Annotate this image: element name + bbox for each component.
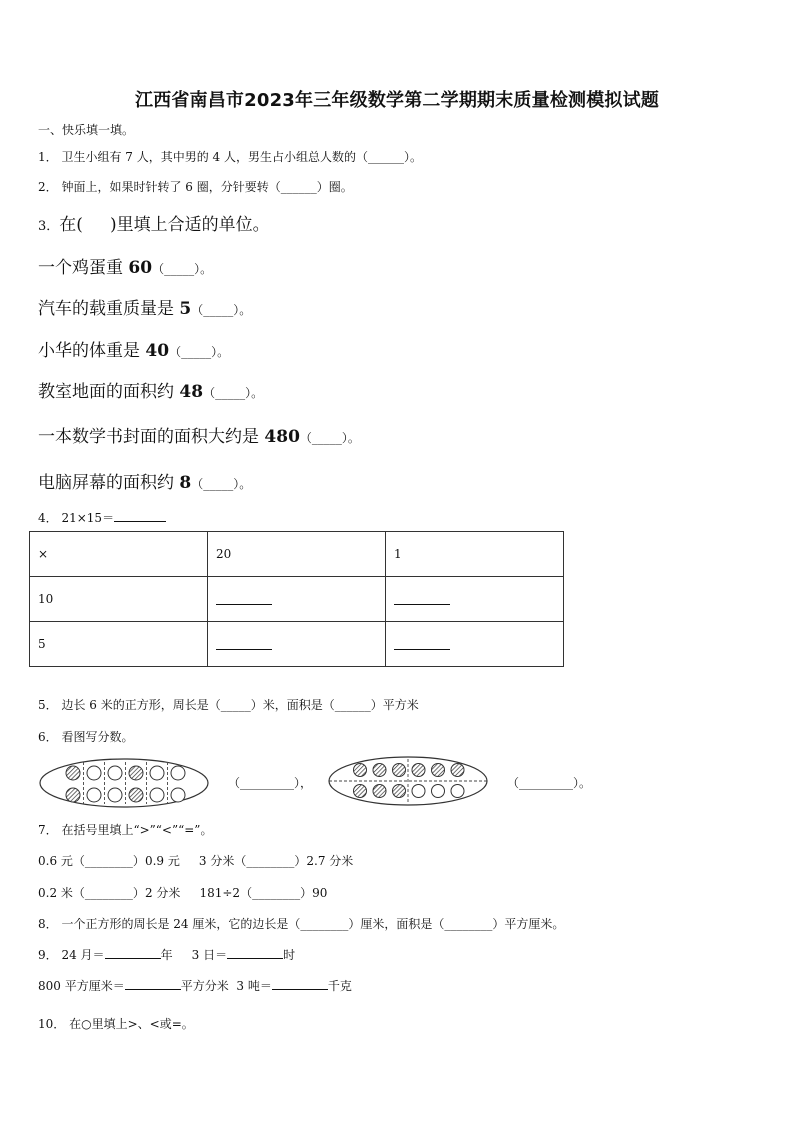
table-row: [30, 577, 564, 622]
q6-ans1-close: ），: [294, 776, 313, 790]
q8-text-b: ）厘米，面积是（: [348, 917, 445, 931]
q6-answer-1: [228, 774, 312, 791]
q7-row-1: [38, 852, 353, 869]
q7-close: ）: [300, 886, 313, 900]
table-cell-answer[interactable]: [208, 622, 386, 667]
q5-text-b: ）米，面积是（: [250, 698, 335, 712]
q5-text-c: ）平方米: [370, 698, 419, 712]
q8-blank-2[interactable]: ________: [444, 917, 493, 931]
q3-item-blank[interactable]: _____: [164, 262, 195, 276]
q3-item-close: ）。: [233, 477, 252, 491]
q7-left: 0.2 米: [38, 886, 73, 900]
shaded-circle: [354, 785, 367, 798]
q1-end: ）。: [404, 150, 423, 164]
shaded-circle: [66, 788, 80, 802]
empty-circle: [87, 788, 101, 802]
q3-item-value: 48: [179, 382, 204, 402]
table-cell: 5: [30, 622, 208, 667]
q7-right: 0.9 元: [144, 854, 180, 868]
q7-number: 7．: [38, 823, 58, 837]
q9-b: 3 日＝: [191, 948, 228, 962]
q7-blank[interactable]: ________: [246, 854, 295, 868]
q7-open: （: [72, 886, 85, 900]
question-9: [38, 946, 295, 963]
q9-c-blank[interactable]: [125, 989, 181, 990]
q7-blank[interactable]: ________: [84, 886, 133, 900]
q3-item-open: （: [152, 262, 165, 276]
q3-intro-a: 在(: [59, 215, 83, 235]
q7-close: ）: [132, 886, 145, 900]
shaded-circle: [66, 766, 80, 780]
q3-intro-gap[interactable]: [83, 215, 110, 235]
q5-number: 5．: [38, 698, 58, 712]
q7-close: ）: [294, 854, 307, 868]
q8-number: 8．: [38, 917, 58, 931]
q6-text: 看图写分数。: [61, 730, 134, 744]
empty-circle: [150, 766, 164, 780]
q2-end: ）圈。: [316, 180, 353, 194]
q9-a: 24 月＝: [61, 948, 105, 962]
q2-answer-blank[interactable]: ______: [280, 180, 317, 194]
q9-a-unit: 年: [160, 948, 173, 962]
q9-d-unit: 千克: [327, 979, 352, 993]
fraction-figure-1: [38, 757, 210, 809]
q3-item: [38, 336, 229, 361]
shaded-circle: [129, 766, 143, 780]
q7-left: 0.6 元: [38, 854, 73, 868]
q7-left: 3 分米: [198, 854, 235, 868]
q7-right: 2 分米: [144, 886, 181, 900]
q3-item: [38, 422, 360, 447]
q8-blank-1[interactable]: ________: [300, 917, 349, 931]
q2-text: 钟面上，如果时针转了 6 圈，分针要转（: [61, 180, 281, 194]
question-3-intro: [38, 210, 270, 235]
empty-circle: [432, 785, 445, 798]
q3-item-text: 一本数学书封面的面积大约是: [38, 427, 259, 447]
table-cell: ×: [30, 532, 208, 577]
shaded-circle: [412, 764, 425, 777]
q3-intro-b: )里填上合适的单位。: [109, 215, 270, 235]
q3-item-open: （: [203, 386, 216, 400]
shaded-circle: [393, 785, 406, 798]
q3-item-text: 教室地面的面积约: [38, 382, 174, 402]
q9-b-blank[interactable]: [227, 958, 283, 959]
question-1: [38, 148, 422, 165]
fraction-figure-2: [327, 755, 489, 807]
q3-item-blank[interactable]: _____: [203, 477, 234, 491]
q3-item-blank[interactable]: _____: [203, 303, 234, 317]
q1-text: 卫生小组有 7 人，其中男的 4 人，男生占小组总人数的（: [61, 150, 368, 164]
q7-open: （: [234, 854, 247, 868]
shaded-circle: [432, 764, 445, 777]
q3-item: [38, 377, 263, 402]
table-cell: 20: [208, 532, 386, 577]
q7-text: 在括号里填上“>”“<”“=”。: [61, 823, 213, 837]
q8-text-a: 一个正方形的周长是 24 厘米，它的边长是（: [61, 917, 301, 931]
table-cell-answer[interactable]: [386, 577, 564, 622]
q3-item-value: 480: [264, 427, 300, 447]
shaded-circle: [451, 764, 464, 777]
empty-circle: [451, 785, 464, 798]
question-5: [38, 696, 419, 713]
q8-text-c: ）平方厘米。: [492, 917, 565, 931]
answer-line[interactable]: [216, 635, 272, 650]
q2-number: 2．: [38, 180, 58, 194]
q9-c: 800 平方厘米＝: [38, 979, 125, 993]
q3-item-blank[interactable]: _____: [181, 345, 212, 359]
q3-number: 3．: [38, 219, 60, 234]
table-row: [30, 622, 564, 667]
q10-text: 在○里填上>、<或=。: [69, 1017, 194, 1031]
q6-answer-2: [507, 774, 591, 791]
q3-item-open: （: [299, 431, 312, 445]
table-cell: 10: [30, 577, 208, 622]
q7-right: 2.7 分米: [306, 854, 354, 868]
q3-item-open: （: [191, 477, 204, 491]
q3-item-value: 5: [179, 299, 192, 319]
q7-blank[interactable]: ________: [84, 854, 133, 868]
q7-open: （: [72, 854, 85, 868]
q5-text-a: 边长 6 米的正方形，周长是（: [61, 698, 221, 712]
empty-circle: [171, 766, 185, 780]
answer-line[interactable]: [394, 635, 450, 650]
shaded-circle: [354, 764, 367, 777]
q7-blank[interactable]: ________: [252, 886, 301, 900]
q1-answer-blank[interactable]: ______: [368, 150, 404, 164]
multiplication-table: [29, 531, 564, 667]
q5-blank-2[interactable]: ______: [334, 698, 371, 712]
q5-blank-1[interactable]: _____: [220, 698, 251, 712]
q7-left: 181÷2: [199, 886, 241, 900]
q3-item-text: 电脑屏幕的面积约: [38, 473, 174, 493]
q3-item-value: 40: [145, 341, 170, 361]
q3-item-open: （: [169, 345, 182, 359]
q3-item-text: 一个鸡蛋重: [38, 258, 123, 278]
table-cell-answer[interactable]: [386, 622, 564, 667]
q3-item-text: 小华的体重是: [38, 341, 140, 361]
q3-item-close: ）。: [194, 262, 213, 276]
q9-d-blank[interactable]: [272, 989, 328, 990]
q10-number: 10．: [38, 1017, 66, 1031]
answer-line[interactable]: [216, 590, 272, 605]
q7-close: ）: [132, 854, 145, 868]
q6-ans1-open: （: [228, 776, 241, 790]
q3-item: [38, 468, 251, 493]
q9-b-unit: 时: [283, 948, 296, 962]
answer-line[interactable]: [394, 590, 450, 605]
q3-item-open: （: [191, 303, 204, 317]
empty-circle: [150, 788, 164, 802]
shaded-circle: [373, 785, 386, 798]
q3-item-close: ）。: [233, 303, 252, 317]
q3-item-close: ）。: [211, 345, 230, 359]
q3-item-value: 60: [128, 258, 153, 278]
empty-circle: [87, 766, 101, 780]
question-6: [38, 728, 133, 745]
question-10: [38, 1015, 194, 1032]
question-7: [38, 821, 212, 838]
table-cell-answer[interactable]: [208, 577, 386, 622]
question-9-row-2: [38, 977, 352, 994]
q9-d: 3 吨＝: [236, 979, 272, 993]
empty-circle: [108, 766, 122, 780]
q6-ans2-close: ）。: [573, 776, 592, 790]
empty-circle: [412, 785, 425, 798]
shaded-circle: [373, 764, 386, 777]
table-row: [30, 532, 564, 577]
q3-item-blank[interactable]: _____: [215, 386, 246, 400]
q3-item: [38, 253, 212, 278]
q3-item-close: ）。: [341, 431, 360, 445]
section-heading: 一、快乐填一填。: [38, 123, 135, 137]
q3-item-blank[interactable]: _____: [311, 431, 342, 445]
question-8: [38, 915, 564, 932]
q4-answer-blank[interactable]: [114, 521, 166, 522]
question-4: [38, 509, 166, 526]
q9-number: 9．: [38, 948, 58, 962]
q6-number: 6．: [38, 730, 58, 744]
shaded-circle: [393, 764, 406, 777]
q4-expression: 21×15＝: [61, 511, 115, 525]
q3-item: [38, 294, 251, 319]
q6-ans1-blank[interactable]: _________: [240, 776, 295, 790]
table-cell: 1: [386, 532, 564, 577]
shaded-circle: [129, 788, 143, 802]
q9-a-blank[interactable]: [105, 958, 161, 959]
q6-ans2-open: （: [507, 776, 520, 790]
q3-item-close: ）。: [245, 386, 264, 400]
q7-row-2: [38, 884, 327, 901]
q3-item-text: 汽车的载重质量是: [38, 299, 174, 319]
q1-number: 1．: [38, 150, 58, 164]
q4-number: 4．: [38, 511, 58, 525]
q7-open: （: [240, 886, 253, 900]
q3-item-value: 8: [179, 473, 192, 493]
empty-circle: [108, 788, 122, 802]
empty-circle: [171, 788, 185, 802]
q6-ans2-blank[interactable]: _________: [519, 776, 574, 790]
q7-right: 90: [312, 886, 328, 900]
q9-c-unit: 平方分米: [180, 979, 229, 993]
page-title: 江西省南昌市2023年三年级数学第二学期期末质量检测模拟试题: [134, 90, 660, 111]
question-2: [38, 178, 353, 195]
